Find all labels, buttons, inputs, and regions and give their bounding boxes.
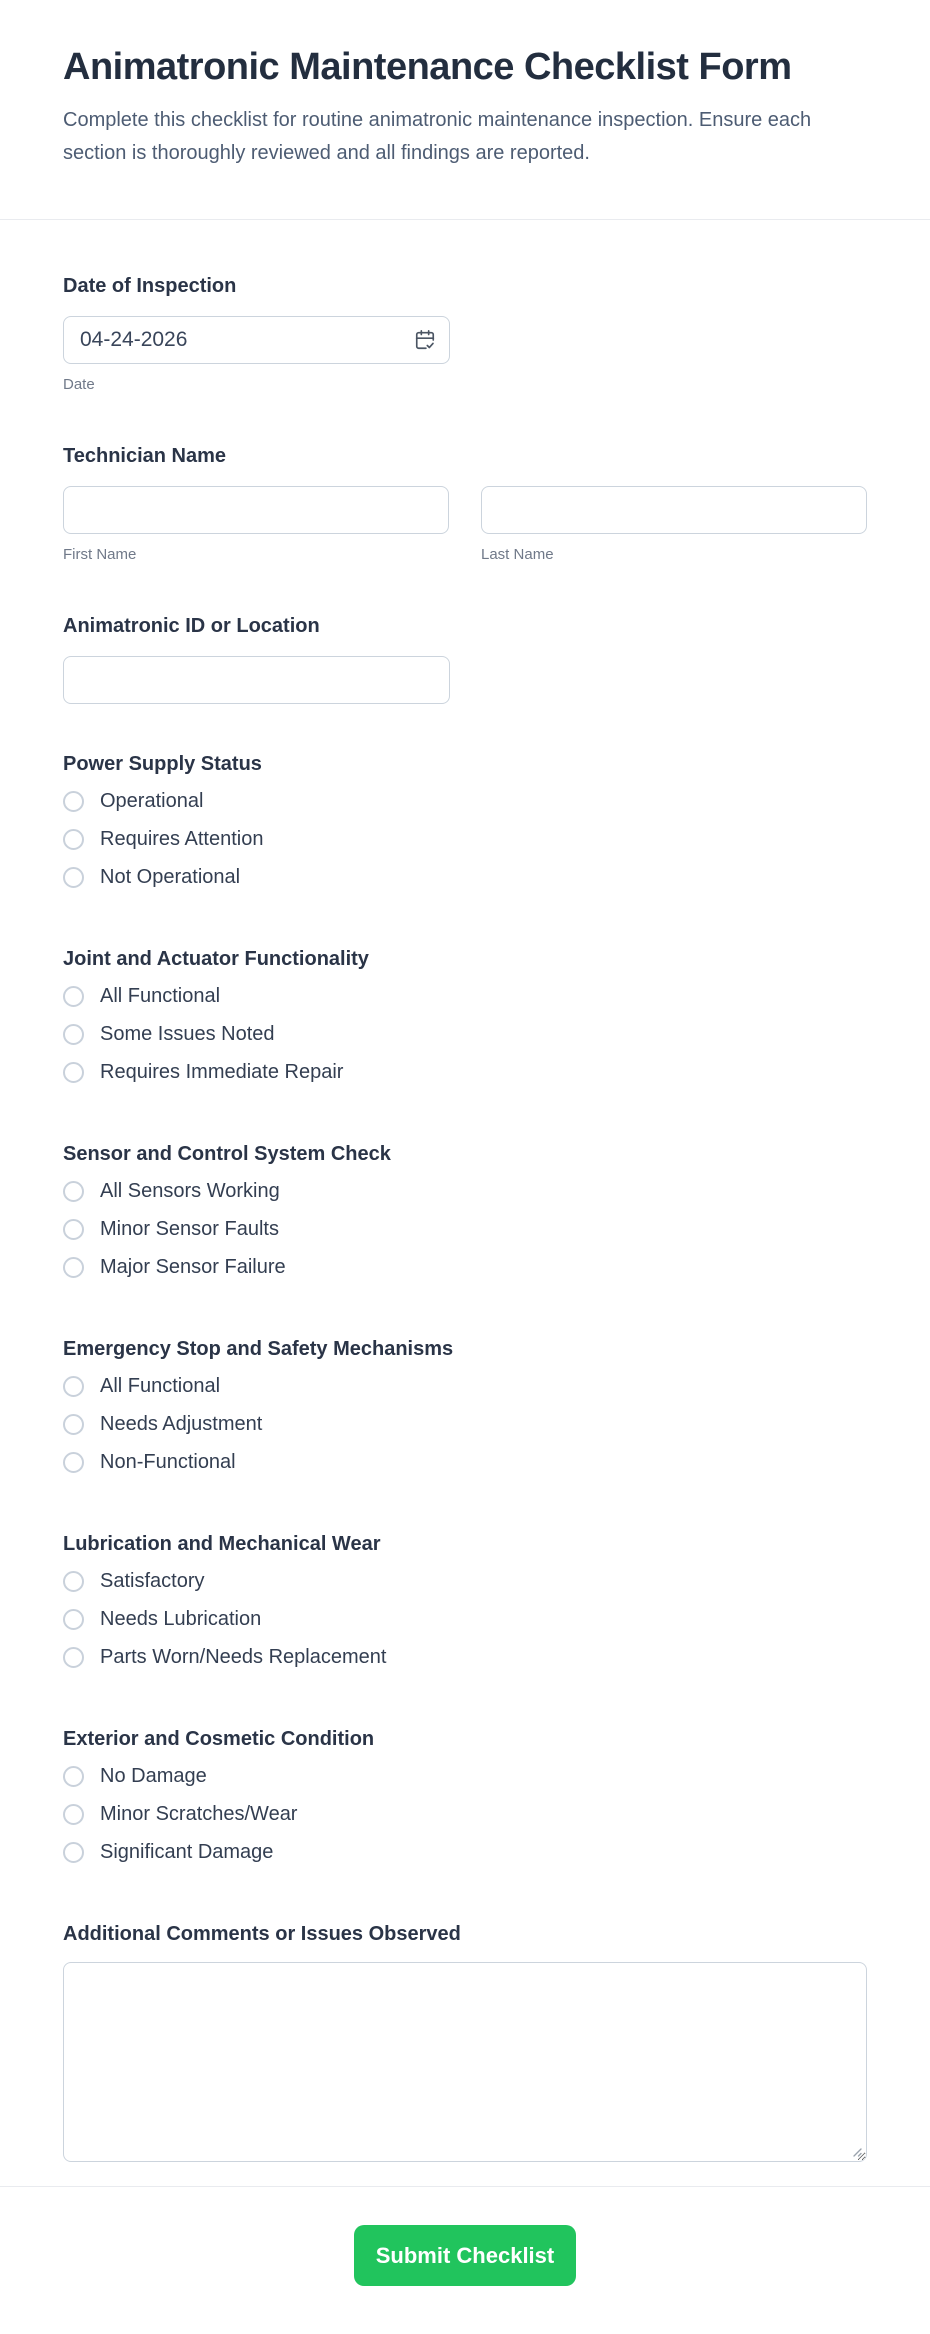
comments-field-label: Additional Comments or Issues Observed (63, 1923, 461, 1945)
radio-option[interactable] (63, 1646, 867, 1668)
header-divider (0, 219, 930, 220)
radio-group (63, 750, 867, 888)
radio-option-label: Minor Sensor Faults (100, 1218, 279, 1240)
date-field-label: Date of Inspection (63, 275, 237, 297)
radio-option-label: All Sensors Working (100, 1180, 280, 1202)
radio-option[interactable] (63, 1765, 867, 1787)
radio-option[interactable] (63, 1841, 867, 1863)
radio-option[interactable] (63, 1218, 867, 1240)
radio-group-options (63, 1765, 867, 1863)
radio-group-label: Joint and Actuator Functionality (63, 948, 369, 970)
radio-option[interactable] (63, 1608, 867, 1630)
radio-option[interactable] (63, 1180, 867, 1202)
radio-group-label: Power Supply Status (63, 753, 262, 775)
radio-option[interactable] (63, 1023, 867, 1045)
radio-option-label: Satisfactory (100, 1570, 205, 1592)
radio-button-icon[interactable] (63, 1842, 84, 1863)
form-header (0, 0, 930, 170)
radio-button-icon[interactable] (63, 1414, 84, 1435)
radio-group-label: Lubrication and Mechanical Wear (63, 1533, 381, 1555)
field-comments (63, 1920, 867, 2162)
radio-option-label: Not Operational (100, 866, 241, 888)
radio-option[interactable] (63, 985, 867, 1007)
page-subtitle: Complete this checklist for routine animatronic maintenance inspection. Ensure each section is thoroughly reviewed and all findings are reported. (63, 109, 812, 164)
radio-button-icon[interactable] (63, 1766, 84, 1787)
radio-group-label: Sensor and Control System Check (63, 1143, 391, 1165)
field-date-of-inspection (63, 272, 867, 394)
date-input[interactable] (63, 316, 450, 364)
radio-group (63, 1530, 867, 1668)
radio-group (63, 1725, 867, 1863)
radio-group-options (63, 1570, 867, 1668)
radio-button-icon[interactable] (63, 1219, 84, 1240)
radio-option-label: Some Issues Noted (100, 1023, 275, 1045)
radio-group-label: Exterior and Cosmetic Condition (63, 1728, 375, 1750)
radio-group-options (63, 790, 867, 888)
radio-button-icon[interactable] (63, 1376, 84, 1397)
field-technician-name (63, 442, 867, 564)
radio-button-icon[interactable] (63, 1647, 84, 1668)
comments-textarea[interactable] (63, 1962, 867, 2162)
radio-option[interactable] (63, 1451, 867, 1473)
form-footer (0, 2187, 930, 2286)
radio-option-label: Significant Damage (100, 1841, 274, 1863)
radio-group (63, 1140, 867, 1278)
radio-option[interactable] (63, 790, 867, 812)
radio-option[interactable] (63, 828, 867, 850)
radio-group-options (63, 1180, 867, 1278)
date-sublabel: Date (63, 376, 95, 393)
page-title: Animatronic Maintenance Checklist Form (63, 46, 792, 88)
radio-option[interactable] (63, 1413, 867, 1435)
radio-option[interactable] (63, 1061, 867, 1083)
radio-option-label: No Damage (100, 1765, 207, 1787)
technician-field-label: Technician Name (63, 445, 227, 467)
last-name-sublabel: Last Name (481, 546, 554, 563)
radio-option-label: Major Sensor Failure (100, 1256, 286, 1278)
radio-option[interactable] (63, 1256, 867, 1278)
radio-group-options (63, 1375, 867, 1473)
first-name-sublabel: First Name (63, 546, 137, 563)
radio-option-label: All Functional (100, 1375, 221, 1397)
radio-button-icon[interactable] (63, 986, 84, 1007)
calendar-check-icon[interactable] (414, 329, 436, 351)
radio-button-icon[interactable] (63, 1257, 84, 1278)
radio-option-label: Requires Attention (100, 828, 264, 850)
radio-button-icon[interactable] (63, 1804, 84, 1825)
radio-button-icon[interactable] (63, 1609, 84, 1630)
animatronic-id-field-label: Animatronic ID or Location (63, 615, 320, 637)
radio-button-icon[interactable] (63, 829, 84, 850)
radio-option[interactable] (63, 866, 867, 888)
radio-option-label: Non-Functional (100, 1451, 236, 1473)
radio-option-label: Requires Immediate Repair (100, 1061, 344, 1083)
radio-button-icon[interactable] (63, 867, 84, 888)
radio-option-label: All Functional (100, 985, 221, 1007)
radio-option-label: Parts Worn/Needs Replacement (100, 1646, 387, 1668)
radio-group (63, 945, 867, 1083)
radio-button-icon[interactable] (63, 791, 84, 812)
radio-option-label: Needs Adjustment (100, 1413, 263, 1435)
radio-option[interactable] (63, 1375, 867, 1397)
animatronic-id-input[interactable] (63, 656, 450, 704)
radio-button-icon[interactable] (63, 1181, 84, 1202)
radio-button-icon[interactable] (63, 1024, 84, 1045)
form-body (0, 272, 930, 2162)
radio-option-label: Minor Scratches/Wear (100, 1803, 298, 1825)
radio-option[interactable] (63, 1570, 867, 1592)
radio-option-label: Operational (100, 790, 204, 812)
radio-option[interactable] (63, 1803, 867, 1825)
radio-option-label: Needs Lubrication (100, 1608, 262, 1630)
radio-group-options (63, 985, 867, 1083)
radio-group (63, 1335, 867, 1473)
submit-checklist-button[interactable]: Submit Checklist (354, 2225, 576, 2286)
first-name-input[interactable] (63, 486, 449, 534)
radio-button-icon[interactable] (63, 1571, 84, 1592)
radio-button-icon[interactable] (63, 1452, 84, 1473)
field-animatronic-id (63, 612, 867, 704)
radio-group-label: Emergency Stop and Safety Mechanisms (63, 1338, 454, 1360)
radio-groups-container (63, 750, 867, 1863)
radio-button-icon[interactable] (63, 1062, 84, 1083)
last-name-input[interactable] (481, 486, 867, 534)
